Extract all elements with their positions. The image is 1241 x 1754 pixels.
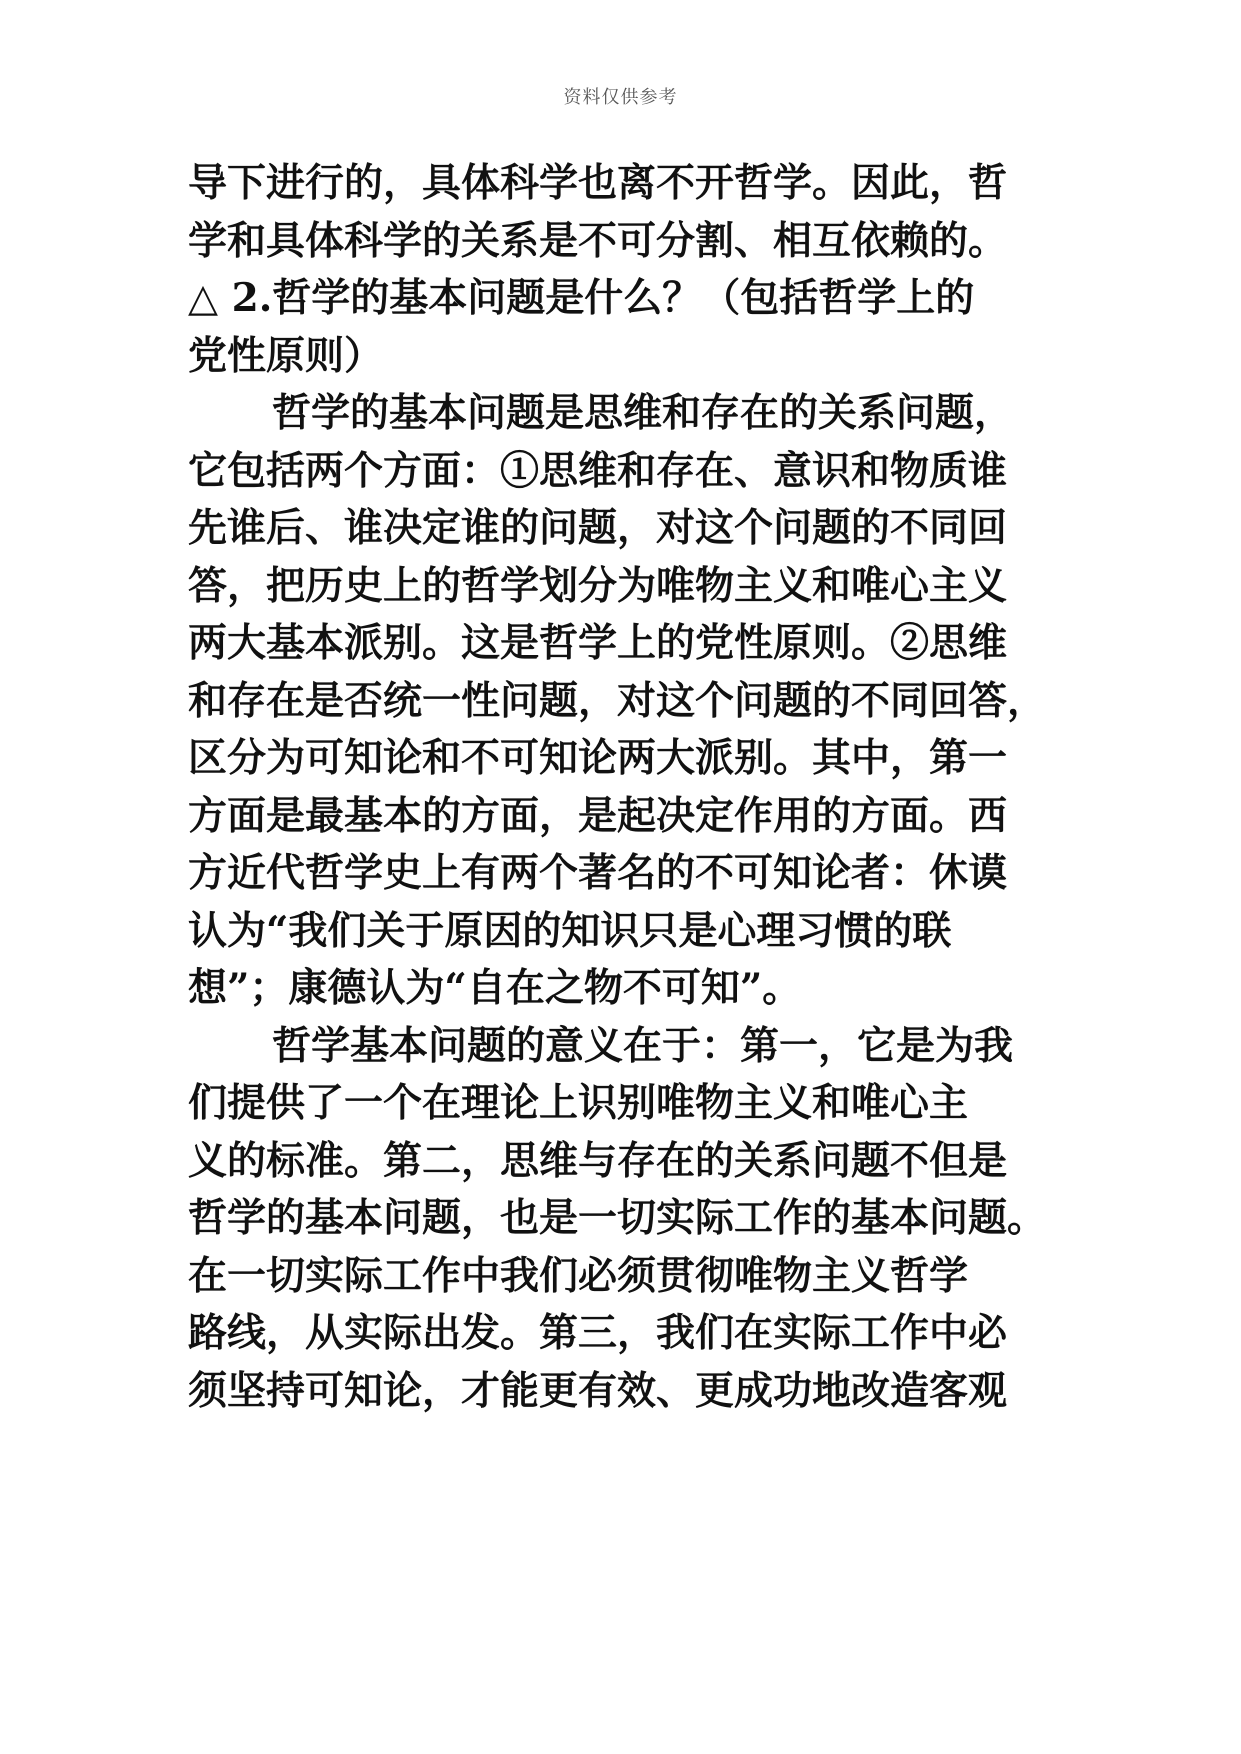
text-line: 和存在是否统一性问题，对这个问题的不同回答，: [188, 677, 1047, 724]
text-line: 在一切实际工作中我们必须贯彻唯物主义哲学: [188, 1252, 969, 1299]
document-body: [188, 155, 1068, 1420]
question-heading-line: 党性原则）: [188, 332, 384, 379]
text-line: 它包括两个方面：①思维和存在、意识和物质谁: [188, 447, 1008, 494]
question-heading-line: △ 2.哲学的基本问题是什么？（包括哲学上的: [188, 275, 975, 321]
text-line: 义的标准。第二，思维与存在的关系问题不但是: [188, 1137, 1008, 1184]
text-line: 两大基本派别。这是哲学上的党性原则。②思维: [188, 620, 1008, 666]
text-line: 先谁后、谁决定谁的问题，对这个问题的不同回: [188, 505, 1008, 551]
text-line: 哲学的基本问题，也是一切实际工作的基本问题。: [188, 1195, 1047, 1241]
paragraph-start-line: 哲学基本问题的意义在于：第一，它是为我: [272, 1022, 1014, 1069]
text-line: 方面是最基本的方面，是起决定作用的方面。西: [188, 792, 1008, 839]
text-line: 区分为可知论和不可知论两大派别。其中，第一: [188, 735, 1008, 781]
text-line: 想”；康德认为“自在之物不可知”。: [188, 965, 802, 1011]
page-header: 资料仅供参考: [563, 87, 678, 108]
text-line: 认为“我们关于原因的知识只是心理习惯的联: [188, 907, 952, 954]
text-line: 须坚持可知论，才能更有效、更成功地改造客观: [188, 1367, 1008, 1414]
text-line: 答，把历史上的哲学划分为唯物主义和唯心主义: [188, 562, 1008, 609]
text-line: 路线，从实际出发。第三，我们在实际工作中必: [188, 1310, 1008, 1356]
text-line: 们提供了一个在理论上识别唯物主义和唯心主: [188, 1080, 969, 1126]
text-line: 学和具体科学的关系是不可分割、相互依赖的。: [188, 217, 1008, 264]
text-line: 导下进行的，具体科学也离不开哲学。因此，哲: [188, 160, 1008, 206]
text-line: 方近代哲学史上有两个著名的不可知论者：休谟: [188, 850, 1008, 896]
paragraph-start-line: 哲学的基本问题是思维和存在的关系问题，: [272, 390, 1014, 436]
